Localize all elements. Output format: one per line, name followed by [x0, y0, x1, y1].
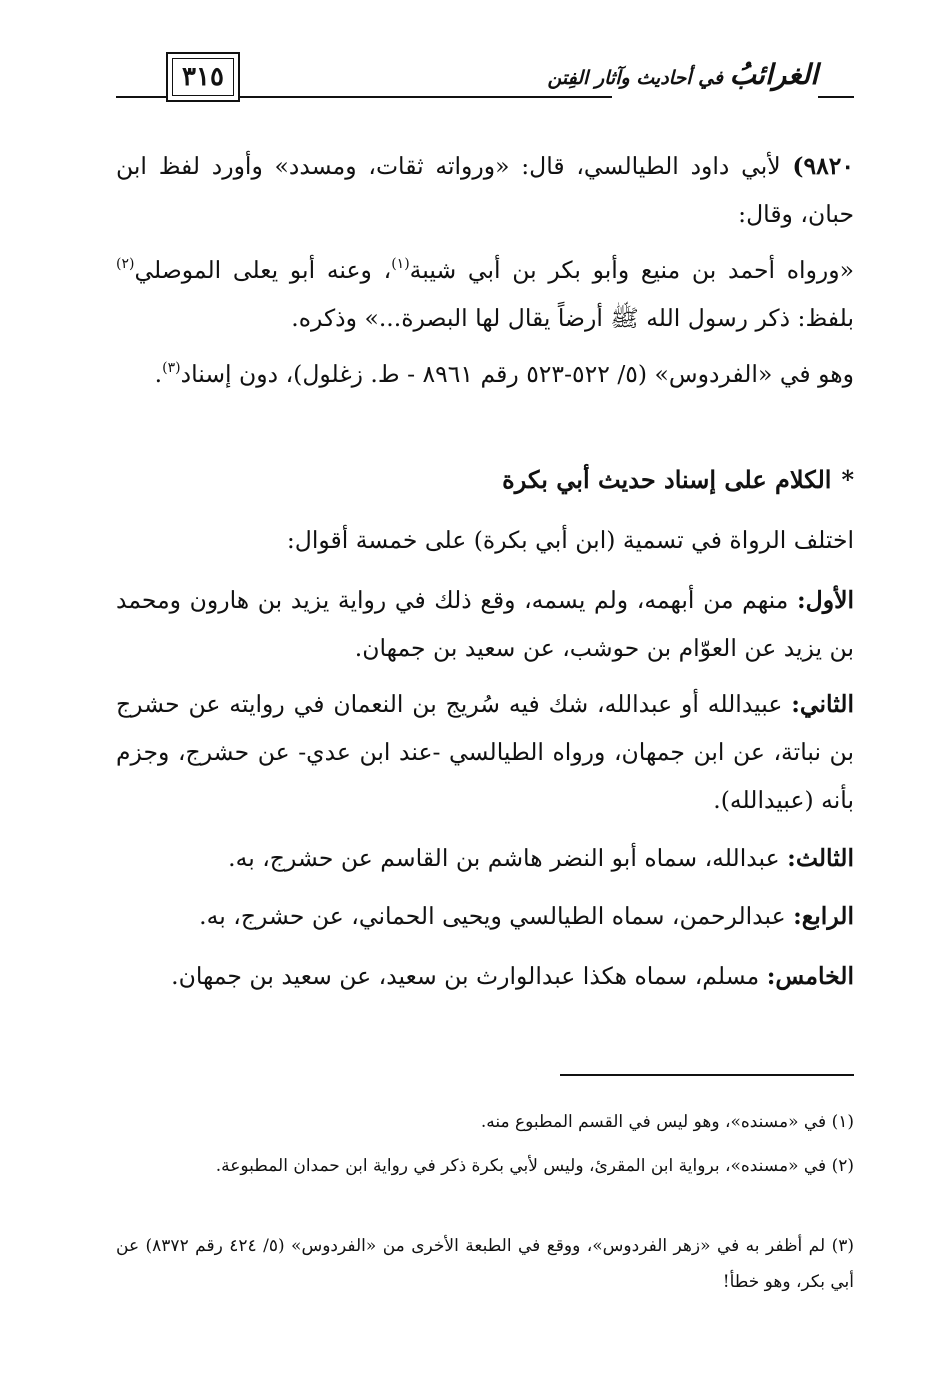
paragraph-6 — [116, 680, 854, 824]
paragraph-text: . — [154, 360, 163, 388]
paragraph-text: اختلف الرواة في تسمية (ابن أبي بكرة) على خمسة أقوال: — [286, 526, 854, 554]
hadith-number: ٩٨٢٠) — [792, 152, 854, 180]
header-rule-right — [818, 96, 854, 98]
list-label: الثالث: — [787, 844, 854, 872]
paragraph-text: منهم من أبهمه، ولم يسمه، وقع ذلك في رواية يزيد بن هارون ومحمد بن يزيد عن العوّام بن حوشب، عن سعيد بن جمهان. — [116, 586, 854, 662]
paragraph-text: «ورواه أحمد بن منيع وأبو بكر بن أبي شيبة — [409, 256, 855, 284]
paragraph-9 — [116, 952, 854, 1000]
footnote-ref-3[interactable]: (٣) — [162, 360, 181, 376]
list-label: الثاني: — [791, 690, 854, 718]
paragraph-8 — [116, 892, 854, 940]
page-number-box — [166, 52, 240, 102]
section-heading-text: الكلام على إسناد حديث أبي بكرة — [502, 465, 832, 494]
footnote-1: (١) في «مسنده»، وهو ليس في القسم المطبوع منه. — [480, 1112, 854, 1132]
page-number: ٣١٥ — [172, 58, 234, 96]
header-rule-left — [116, 96, 168, 98]
footnote-ref-2[interactable]: (٢) — [116, 256, 135, 272]
paragraph-5 — [116, 576, 854, 672]
running-head — [547, 58, 818, 98]
paragraph-text: عبدالله، سماه أبو النضر هاشم بن القاسم عن حشرج، به. — [228, 844, 788, 872]
paragraph-text: ، وعنه أبو يعلى الموصلي — [134, 256, 392, 284]
list-label: الأول: — [796, 586, 854, 614]
paragraph-text: عبدالرحمن، سماه الطيالسي ويحيى الحماني، عن حشرج، به. — [199, 902, 794, 930]
paragraph-text: بلفظ: ذكر رسول الله ﷺ أرضاً يقال لها البصرة...» وذكره. — [291, 304, 854, 332]
footnote-ref-1[interactable]: (١) — [391, 256, 410, 272]
paragraph-2 — [116, 246, 854, 342]
star-bullet: * — [841, 465, 854, 494]
book-title-rest: في أحاديث وآثار الفِتن — [547, 67, 724, 89]
paragraph-text: وهو في «الفردوس» (٥/ ٥٢٢-٥٢٣ رقم ٨٩٦١ - ط. زغلول)، دون إسناد — [180, 360, 854, 388]
section-heading — [116, 458, 854, 502]
book-title-main: الغرائبُ — [729, 58, 818, 91]
paragraph-7 — [116, 834, 854, 882]
paragraph-text: عبيدالله أو عبدالله، شك فيه سُريج بن النعمان في روايته عن حشرج بن نباتة، عن ابن جمهان، ورواه الطيالسي -عند ابن عدي- عن حشرج، وجزم بأنه (عبيدالله). — [116, 690, 854, 814]
paragraph-text: مسلم، سماه هكذا عبدالوارث بن سعيد، عن سعيد بن جمهان. — [171, 962, 767, 990]
paragraph-4 — [116, 516, 854, 564]
list-label: الرابع: — [793, 902, 854, 930]
header-rule-middle — [240, 96, 612, 98]
footnote-separator — [560, 1074, 854, 1076]
paragraph-1 — [116, 142, 854, 238]
list-label: الخامس: — [766, 962, 854, 990]
paragraph-text: لأبي داود الطيالسي، قال: «ورواته ثقات، ومسدد» وأورد لفظ ابن حبان، وقال: — [116, 152, 854, 228]
footnote-3: (٣) لم أظفر به في «زهر الفردوس»، ووقع في الطبعة الأخرى من «الفردوس» (٥/ ٤٢٤ رقم ٨٣٧٢) عن أبي بكر، وهو خطأ! — [116, 1236, 855, 1292]
paragraph-3 — [116, 350, 854, 398]
footnote-2: (٢) في «مسنده»، برواية ابن المقرئ، وليس لأبي بكرة ذكر في رواية ابن حمدان المطبوعة. — [215, 1156, 854, 1176]
